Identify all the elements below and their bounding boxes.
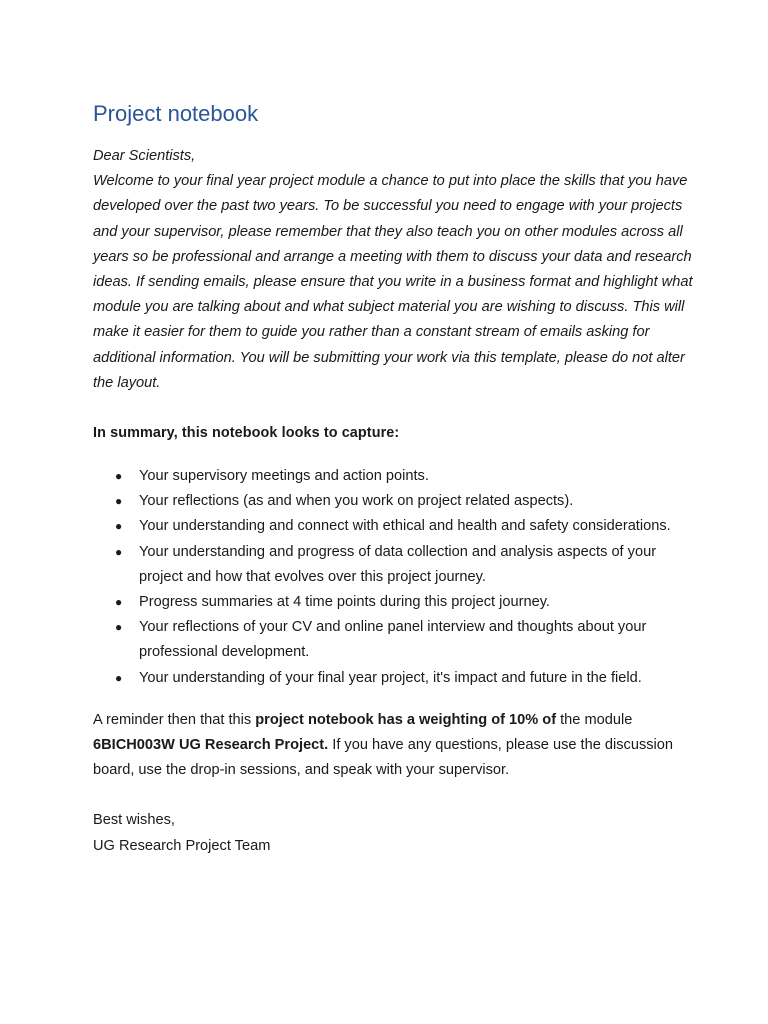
reminder-weighting: project notebook has a weighting of 10% of: [255, 711, 557, 728]
list-item-text: Your understanding and connect with ethical and health and safety considerations.: [139, 518, 671, 535]
bullet-icon: ●: [115, 494, 123, 509]
signoff: [93, 808, 693, 858]
list-item: [93, 590, 693, 615]
bullet-icon: ●: [115, 544, 123, 559]
bullet-icon: ●: [115, 595, 123, 610]
list-item: [93, 464, 693, 489]
list-item: [93, 615, 693, 665]
list-item: [93, 666, 693, 691]
list-item-text: Your reflections (as and when you work on project related aspects).: [139, 493, 574, 510]
list-item: [93, 489, 693, 514]
list-item-text: Your supervisory meetings and action points.: [139, 468, 429, 485]
page-title: Project notebook: [93, 101, 259, 126]
list-item-text: Your understanding of your final year project, it's impact and future in the field.: [139, 669, 642, 686]
reminder-text-3: If you have any questions, please use the discussion board, use the drop-in sessions, and speak with your supervisor.: [93, 737, 674, 779]
summary-list: [93, 464, 693, 691]
module-code: 6BICH003W UG Research Project.: [93, 737, 329, 754]
list-item-text: Your reflections of your CV and online panel interview and thoughts about your professional development.: [139, 619, 647, 661]
list-item-text: Progress summaries at 4 time points during this project journey.: [139, 594, 550, 611]
signature: UG Research Project Team: [93, 837, 271, 854]
bullet-icon: ●: [115, 469, 123, 484]
intro-paragraph: Welcome to your final year project module a chance to put into place the skills that you have developed over the past two years. To be successful you need to engage with your projects and your supervisor, please remember that they also teach you on other modules across all years so be professional and arrange a meeting with them to discuss your data and research ideas. If sending emails, please ensure that you write in a business format and highlight what module you are talking about and what subject material you are wishing to discuss. This will make it easier for them to guide you rather than a constant stream of emails asking for additional information. You will be submitting your work via this template, please do not alter the layout.: [93, 173, 693, 391]
greeting: Dear Scientists,: [93, 148, 196, 164]
bullet-icon: ●: [115, 519, 123, 534]
intro-text: [93, 144, 693, 396]
bullet-icon: ●: [115, 620, 123, 635]
list-item-text: Your understanding and progress of data collection and analysis aspects of your project and how that evolves over this project journey.: [139, 543, 657, 585]
document-page: [93, 100, 693, 859]
closing: Best wishes,: [93, 812, 175, 829]
reminder-text-2: the module: [556, 711, 633, 728]
summary-heading: In summary, this notebook looks to capture:: [93, 425, 400, 442]
list-item: [93, 540, 693, 590]
list-item: [93, 514, 693, 539]
bullet-icon: ●: [115, 670, 123, 685]
reminder-text-1: A reminder then that this: [93, 711, 256, 728]
reminder-paragraph: [93, 708, 693, 784]
